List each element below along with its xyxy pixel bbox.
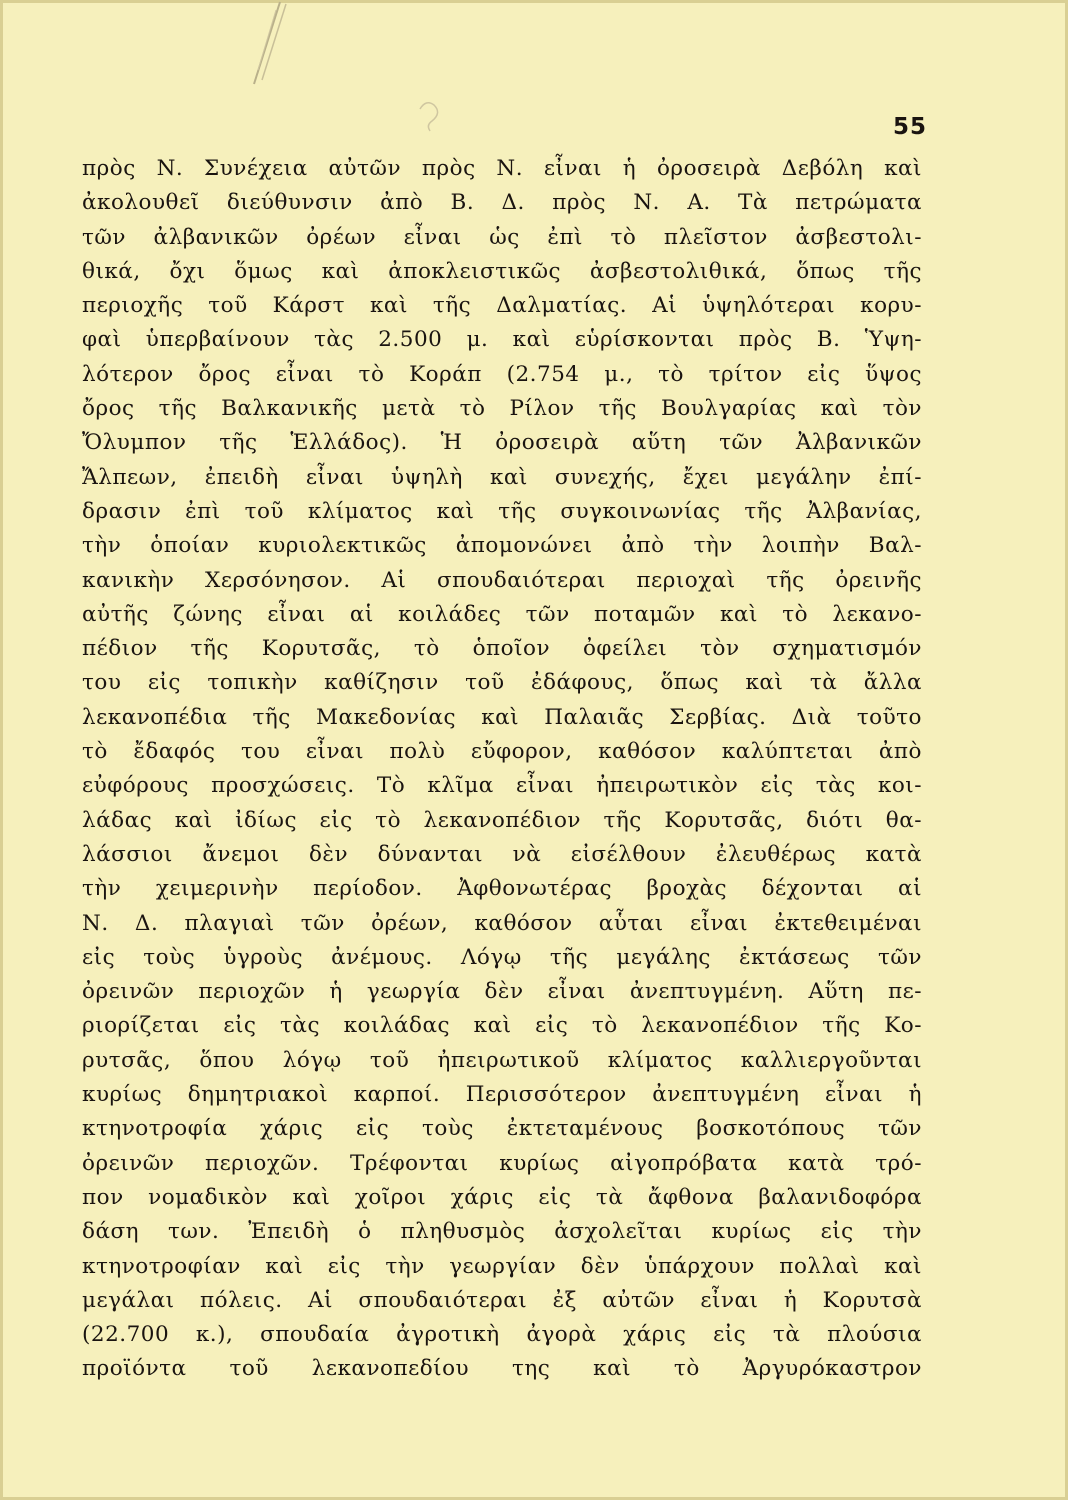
text-line: δάση των. Ἐπειδὴ ὁ πληθυσμὸς ἀσχολεῖται κυρίως εἰς τὴν bbox=[82, 1219, 922, 1245]
text-line: (22.700 κ.), σπουδαία ἀγροτικὴ ἀγορὰ χάρις εἰς τὰ πλούσια bbox=[82, 1322, 922, 1348]
text-line: ὀρεινῶν περιοχῶν. Τρέφονται κυρίως αἰγοπρόβατα κατὰ τρό- bbox=[82, 1150, 922, 1176]
text-line: τῶν ἀλβανικῶν ὀρέων εἶναι ὡς ἐπὶ τὸ πλεῖστον ἀσβεστολι- bbox=[82, 224, 922, 250]
text-line: Ὄλυμπον τῆς Ἑλλάδος). Ἡ ὀροσειρὰ αὕτη τῶν Ἀλβανικῶν bbox=[82, 430, 922, 456]
text-line: πέδιον τῆς Κορυτσᾶς, τὸ ὁποῖον ὀφείλει τὸν σχηματισμόν bbox=[82, 636, 922, 662]
body-text bbox=[82, 152, 922, 1387]
text-line: ριορίζεται εἰς τὰς κοιλάδας καὶ εἰς τὸ λεκανοπέδιον τῆς Κο- bbox=[82, 1013, 922, 1039]
text-line: τὴν χειμερινὴν περίοδον. Ἀφθονωτέρας βροχὰς δέχονται αἱ bbox=[82, 876, 922, 902]
text-line: κανικὴν Χερσόνησον. Αἱ σπουδαιότεραι περιοχαὶ τῆς ὀρεινῆς bbox=[82, 567, 922, 593]
text-line: Ἄλπεων, ἐπειδὴ εἶναι ὑψηλὴ καὶ συνεχής, ἔχει μεγάλην ἐπί- bbox=[82, 464, 922, 490]
text-line: ἀκολουθεῖ διεύθυνσιν ἀπὸ Β. Δ. πρὸς Ν. Α. Τὰ πετρώματα bbox=[82, 190, 922, 216]
text-line: ὄρος τῆς Βαλκανικῆς μετὰ τὸ Ρίλον τῆς Βουλγαρίας καὶ τὸν bbox=[82, 396, 922, 422]
pencil-scribble bbox=[412, 95, 452, 135]
text-line: προϊόντα τοῦ λεκανοπεδίου της καὶ τὸ Ἀργυρόκαστρον bbox=[82, 1356, 922, 1382]
text-line: εὐφόρους προσχώσεις. Τὸ κλῖμα εἶναι ἠπειρωτικὸν εἰς τὰς κοι- bbox=[82, 773, 922, 799]
text-line: τὸ ἔδαφός του εἶναι πολὺ εὔφορον, καθόσον καλύπτεται ἀπὸ bbox=[82, 739, 922, 765]
text-line: λάδας καὶ ἰδίως εἰς τὸ λεκανοπέδιον τῆς Κορυτσᾶς, διότι θα- bbox=[82, 807, 922, 833]
text-line: πον νομαδικὸν καὶ χοῖροι χάρις εἰς τὰ ἄφθονα βαλανιδοφόρα bbox=[82, 1184, 922, 1210]
text-line: λάσσιοι ἄνεμοι δὲν δύνανται νὰ εἰσέλθουν ἐλευθέρως κατὰ bbox=[82, 841, 922, 867]
text-line: του εἰς τοπικὴν καθίζησιν τοῦ ἐδάφους, ὅπως καὶ τὰ ἄλλα bbox=[82, 670, 922, 696]
text-line: κυρίως δημητριακοὶ καρποί. Περισσότερον ἀνεπτυγμένη εἶναι ἡ bbox=[82, 1082, 922, 1108]
text-line: μεγάλαι πόλεις. Αἱ σπουδαιότεραι ἐξ αὐτῶν εἶναι ἡ Κορυτσὰ bbox=[82, 1287, 922, 1313]
page-number: 55 bbox=[893, 114, 928, 140]
text-line: δρασιν ἐπὶ τοῦ κλίματος καὶ τῆς συγκοινωνίας τῆς Ἀλβανίας, bbox=[82, 498, 922, 524]
text-line: πρὸς Ν. Συνέχεια αὐτῶν πρὸς Ν. εἶναι ἡ ὀροσειρὰ Δεβόλη καὶ bbox=[82, 156, 922, 181]
text-line: ὀρεινῶν περιοχῶν ἡ γεωργία δὲν εἶναι ἀνεπτυγμένη. Αὕτη πε- bbox=[82, 979, 922, 1005]
text-line: κτηνοτροφίαν καὶ εἰς τὴν γεωργίαν δὲν ὑπάρχουν πολλαὶ καὶ bbox=[82, 1253, 922, 1279]
text-line: κτηνοτροφία χάρις εἰς τοὺς ἐκτεταμένους βοσκοτόπους τῶν bbox=[82, 1116, 922, 1142]
text-line: θικά, ὄχι ὅμως καὶ ἀποκλειστικῶς ἀσβεστολιθικά, ὅπως τῆς bbox=[82, 258, 922, 284]
text-line: φαὶ ὑπερβαίνουν τὰς 2.500 μ. καὶ εὑρίσκονται πρὸς Β. Ὑψη- bbox=[82, 327, 922, 353]
pencil-mark bbox=[240, 0, 300, 90]
text-line: τὴν ὁποίαν κυριολεκτικῶς ἀπομονώνει ἀπὸ τὴν λοιπὴν Βαλ- bbox=[82, 533, 922, 559]
text-line: λεκανοπέδια τῆς Μακεδονίας καὶ Παλαιᾶς Σερβίας. Διὰ τοῦτο bbox=[82, 704, 922, 730]
text-line: εἰς τοὺς ὑγροὺς ἀνέμους. Λόγῳ τῆς μεγάλης ἐκτάσεως τῶν bbox=[82, 944, 922, 970]
text-line: Ν. Δ. πλαγιαὶ τῶν ὀρέων, καθόσον αὗται εἶναι ἐκτεθειμέναι bbox=[82, 910, 922, 936]
text-line: λότερον ὄρος εἶναι τὸ Κοράπ (2.754 μ., τὸ τρίτον εἰς ὕψος bbox=[82, 361, 922, 387]
text-line: περιοχῆς τοῦ Κάρστ καὶ τῆς Δαλματίας. Αἱ ὑψηλότεραι κορυ- bbox=[82, 293, 922, 319]
text-line: αὐτῆς ζώνης εἶναι αἱ κοιλάδες τῶν ποταμῶν καὶ τὸ λεκανο- bbox=[82, 601, 922, 627]
text-line: ρυτσᾶς, ὅπου λόγῳ τοῦ ἠπειρωτικοῦ κλίματος καλλιεργοῦνται bbox=[82, 1047, 922, 1073]
